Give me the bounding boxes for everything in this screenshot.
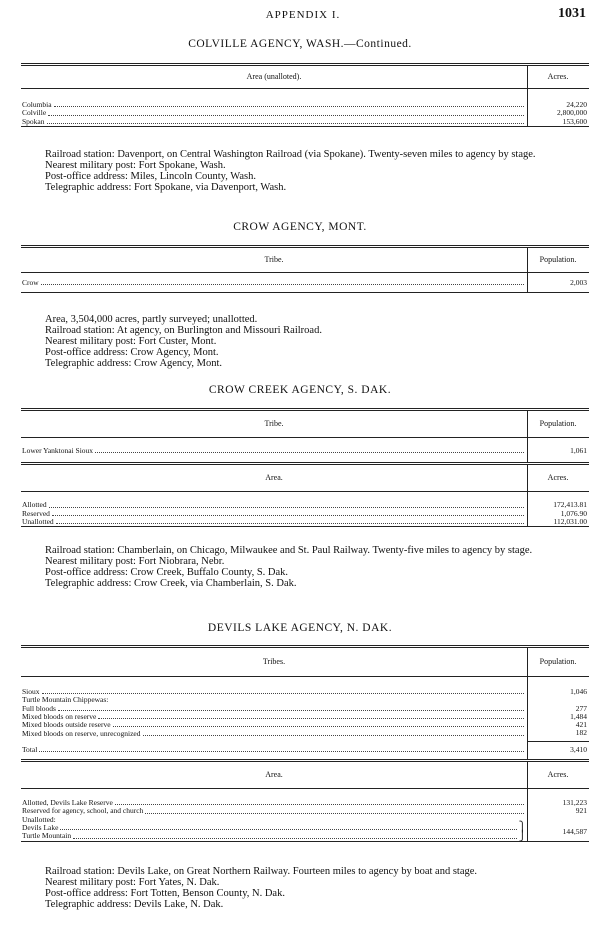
table-row: Full bloods 277 [22,703,587,713]
col-header: Area. [21,465,528,491]
devils-title: DEVILS LAKE AGENCY, N. DAK. [207,622,393,634]
col-header: Area (unalloted). [21,66,528,88]
total-row: Total 3,410 [21,741,589,759]
table-row: Unallotted 112,031.00 [22,516,587,526]
page-number: 1031 [558,6,586,21]
crowcreek-title: CROW CREEK AGENCY, S. DAK. [208,384,392,396]
crowcreek-tribe-table [21,408,589,527]
table-row: Reserved 1,076.90 [22,508,587,518]
page-header [20,6,586,26]
crowcreek-notes: Railroad station: Chamberlain, on Chicago, Milwaukee and St. Paul Railway. Twenty-five miles to agency by stage. Nearest military post: Fort Niobrara, Nebr. Post-office address: Crow Creek, Buffalo County, S. Dak. Telegraphic address: Crow Creek, via Chamberlain, S. Dak. [45,545,533,589]
table-row: Lower Yanktonai Sioux 1,061 [21,447,589,462]
table-row: Turtle Mountain Chippewas: [21,696,589,704]
colville-table [21,63,589,127]
table-row: Columbia 24,220 [22,100,587,109]
table-row: Allotted 172,413.81 [22,500,587,510]
table-row: Unallotted: [21,816,589,824]
table-row: Colville 2,800,000 [22,108,587,118]
col-header: Acres. [528,465,590,491]
col-header: Acres. [528,762,590,788]
table-row: Reserved for agency, school, and church 921 [22,806,587,816]
col-header: Population. [528,411,590,437]
table-row: Sioux 1,046 [22,687,587,696]
table-row: Turtle Mountain ⎭ [22,830,526,842]
devils-tribe-table [21,645,589,842]
col-header: Acres. [528,66,590,88]
devils-notes: Railroad station: Devils Lake, on Great Northern Railway. Fourteen miles to agency by boat and stage. Nearest military post: Fort Yates, N. Dak. Post-office address: Fort Totten, Benson County, N. Dak. Telegraphic address: Devils Lake, N. Dak. [45,866,478,910]
crow-notes: Area, 3,504,000 acres, partly surveyed; unallotted. Railroad station: At agency, on Burlington and Missouri Railroad. Nearest military post: Fort Custer, Mont. Post-office address: Crow Agency, Mont. Telegraphic address: Crow Agency, Mont. [45,314,322,369]
table-row: Spokan 153,600 [22,116,587,126]
table-row: Mixed bloods on reserve 1,484 [22,711,587,721]
col-header: Area. [21,762,528,788]
crow-table [21,245,589,293]
crow-title: CROW AGENCY, MONT. [233,221,367,233]
col-header: Tribe. [21,411,528,437]
table-row: Mixed bloods outside reserve 421 [22,720,587,730]
table-row: Crow 2,003 [21,279,589,293]
col-header: Tribe. [21,248,528,272]
col-header: Population. [528,648,590,676]
table-row: Mixed bloods on reserve, unrecognized 182 [21,729,589,741]
table-row: Allotted, Devils Lake Reserve 131,223 [22,798,587,808]
table-row: Devils Lake ⎫ 144,587 [21,824,589,832]
col-header: Tribes. [21,648,528,676]
col-header: Population. [528,248,590,272]
colville-notes: Railroad station: Davenport, on Central Washington Railroad (via Spokane). Twenty-seven miles to agency by stage. Nearest military post: Fort Spokane, Wash. Post-office address: Miles, Lincoln County, Wash. Telegraphic address: Fort Spokane, via Davenport, Wash. [45,149,536,193]
colville-title: COLVILLE AGENCY, WASH.—Continued. [188,38,412,50]
unallotted-total: 144,587 [528,824,590,841]
appendix-title: APPENDIX I. [265,9,341,21]
